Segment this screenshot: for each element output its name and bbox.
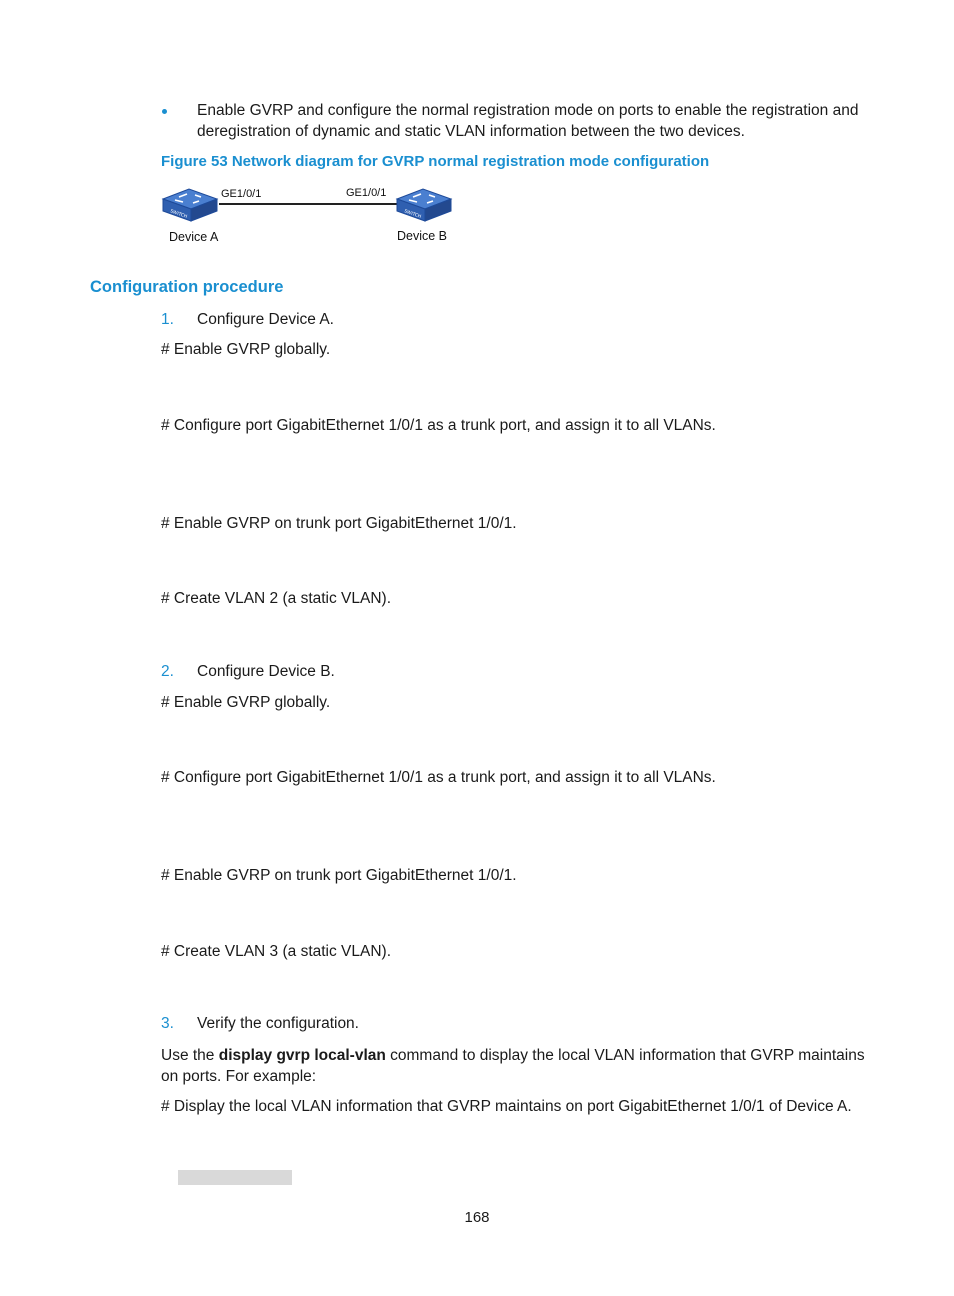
comment-line: # Enable GVRP on trunk port GigabitEthernet 1/0/1.: [161, 867, 517, 884]
verify-suffix: command to display the local VLAN information that GVRP maintains on ports. For example:: [161, 1047, 865, 1085]
comment-line: # Display the local VLAN information that GVRP maintains on port GigabitEthernet 1/0/1 of Device A.: [161, 1098, 852, 1115]
device-b-label: Device B: [397, 229, 448, 243]
device-a-label: Device A: [169, 230, 219, 244]
section-heading: Configuration procedure: [90, 278, 284, 296]
step-number: 1.: [161, 311, 174, 328]
switch-icon-device-b: [395, 185, 455, 223]
verify-paragraph: [161, 1045, 867, 1087]
switch-icon-text: SWITCH: [169, 209, 188, 220]
bullet-dot-icon: [162, 109, 167, 114]
step-text: Verify the configuration.: [197, 1015, 359, 1032]
page-number: 168: [464, 1209, 490, 1226]
port-label-a: GE1/0/1: [221, 188, 262, 200]
bullet-text: Enable GVRP and configure the normal registration mode on ports to enable the registration and deregistration of dynamic and static VLAN information between the two devices.: [197, 102, 859, 140]
switch-icon-device-a: [161, 185, 221, 223]
step-number: 3.: [161, 1015, 174, 1032]
comment-line: # Enable GVRP on trunk port GigabitEthernet 1/0/1.: [161, 515, 517, 532]
network-diagram: [155, 180, 475, 250]
comment-line: # Enable GVRP globally.: [161, 694, 331, 711]
comment-line: # Configure port GigabitEthernet 1/0/1 as a trunk port, and assign it to all VLANs.: [161, 417, 716, 434]
comment-line: # Enable GVRP globally.: [161, 341, 331, 358]
step-text: Configure Device B.: [197, 663, 335, 680]
figure-caption: Figure 53 Network diagram for GVRP normal registration mode configuration: [161, 153, 710, 170]
command-name: display gvrp local-vlan: [218, 1047, 386, 1064]
verify-prefix: Use the: [161, 1047, 219, 1064]
step-number: 2.: [161, 663, 174, 680]
comment-line: # Configure port GigabitEthernet 1/0/1 as a trunk port, and assign it to all VLANs.: [161, 769, 716, 786]
step-text: Configure Device A.: [197, 311, 334, 328]
link-line: [219, 203, 419, 205]
port-label-b: GE1/0/1: [346, 187, 387, 199]
code-block-placeholder: [178, 1170, 292, 1185]
switch-icon-text: SWITCH: [403, 209, 422, 220]
comment-line: # Create VLAN 3 (a static VLAN).: [161, 943, 392, 960]
comment-line: # Create VLAN 2 (a static VLAN).: [161, 590, 392, 607]
